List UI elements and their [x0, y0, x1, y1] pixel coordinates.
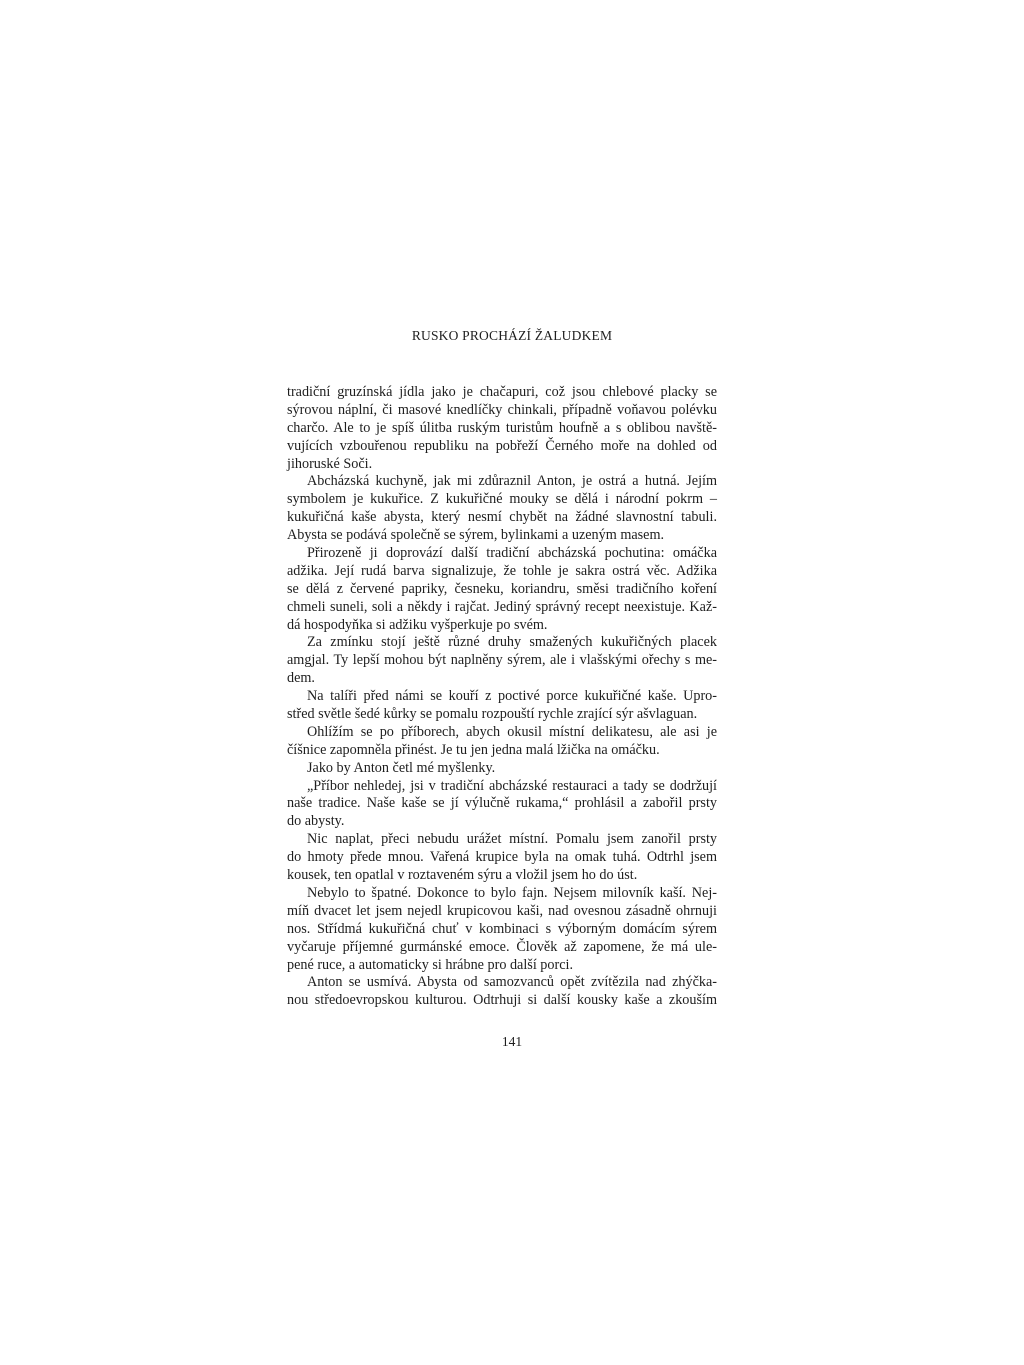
text-line: symbolem je kukuřice. Z kukuřičné mouky se dělá i národní pokrm –	[287, 491, 717, 508]
running-header: RUSKO PROCHÁZÍ ŽALUDKEM	[411, 328, 613, 343]
text-line: Abcházská kuchyně, jak mi zdůraznil Anton, je ostrá a hutná. Jejím	[307, 473, 717, 490]
text-line: Jako by Anton četl mé myšlenky.	[307, 759, 496, 776]
text-line: sýrovou náplní, či masové knedlíčky chinkali, případně voňavou polévku	[287, 401, 717, 418]
text-line: kousek, ten opatlal v roztaveném sýru a vložil jsem ho do úst.	[287, 867, 638, 884]
text-line: Za zmínku stojí ještě různé druhy smažených kukuřičných placek	[307, 634, 717, 651]
text-line: Nebylo to špatné. Dokonce to bylo fajn. Nejsem milovník kaší. Nej-	[307, 884, 717, 901]
text-line: Nic naplat, přeci nebudu urážet místní. Pomalu jsem zanořil prsty	[307, 831, 717, 848]
text-line: Přirozeně ji doprovází další tradiční abcházská pochutina: omáčka	[307, 545, 717, 562]
text-line: Ohlížím se po příborech, abych okusil místní delikatesu, ale asi je	[307, 723, 717, 740]
text-line: „Příbor nehledej, jsi v tradiční abcházské restauraci a tady se dodržují	[307, 777, 717, 794]
text-line: do abysty.	[287, 813, 345, 830]
text-line: Na talíři před námi se kouří z poctivé porce kukuřičné kaše. Upro-	[307, 688, 717, 705]
text-line: číšnice zapomněla přinést. Je tu jen jedna malá lžička na omáčku.	[287, 741, 660, 758]
text-line: pené ruce, a automaticky si hrábne pro další porci.	[287, 956, 574, 973]
text-line: tradiční gruzínská jídla jako je chačapuri, což jsou chlebové placky se	[287, 384, 717, 400]
text-line: do hmoty přede mnou. Vařená krupice byla na omak tuhá. Odtrhl jsem	[287, 849, 717, 866]
text-line: míň dvacet let jsem nejedl krupicovou kaši, nad ovesnou zásadně ohrnuji	[287, 902, 717, 919]
text-line: jihoruské Soči.	[287, 455, 373, 472]
text-line: amgjal. Ty lepší mohou být naplněny sýrem, ale i vlašskými ořechy s me-	[287, 652, 717, 669]
text-line: dem.	[287, 670, 315, 687]
text-line: chmeli suneli, soli a někdy i rajčat. Jediný správný recept neexistuje. Kaž-	[287, 598, 717, 615]
text-line: nou středoevropskou kulturou. Odtrhuji si další kousky kaše a zkouším	[287, 992, 717, 1009]
body-text	[287, 384, 717, 1010]
text-line: Anton se usmívá. Abysta od samozvanců opět zvítězila nad zhýčka-	[307, 974, 717, 991]
text-line: adžika. Její rudá barva signalizuje, že tohle je sakra ostrá věc. Adžika	[287, 562, 717, 579]
text-line: charčo. Ale to je spíš úlitba ruským turistům houfně a s oblibou navště-	[287, 419, 717, 436]
text-line: se dělá z červené papriky, česneku, koriandru, směsi tradičního koření	[287, 580, 717, 597]
text-line: nos. Střídmá kukuřičná chuť v kombinaci s výborným domácím sýrem	[287, 920, 717, 937]
text-line: Abysta se podává společně se sýrem, bylinkami a uzeným masem.	[287, 527, 665, 544]
text-line: vyčaruje příjemné gurmánské emoce. Člověk až zapomene, že má ule-	[287, 938, 717, 955]
text-line: dá hospodyňka si adžiku vyšperkuje po svém.	[287, 616, 548, 633]
text-line: vujících vzbouřenou republiku na pobřeží Černého moře na dohled od	[287, 437, 717, 454]
text-line: naše tradice. Naše kaše se jí výlučně rukama,“ prohlásil a zabořil prsty	[287, 795, 717, 812]
text-line: kukuřičná kaše abysta, který nesmí chybět na žádné slavnostní tabuli.	[287, 509, 717, 526]
text-line: střed světle šedé kůrky se pomalu rozpouští rychle zrající sýr ašvlaguan.	[287, 706, 698, 723]
page-number: 141	[501, 1034, 523, 1049]
